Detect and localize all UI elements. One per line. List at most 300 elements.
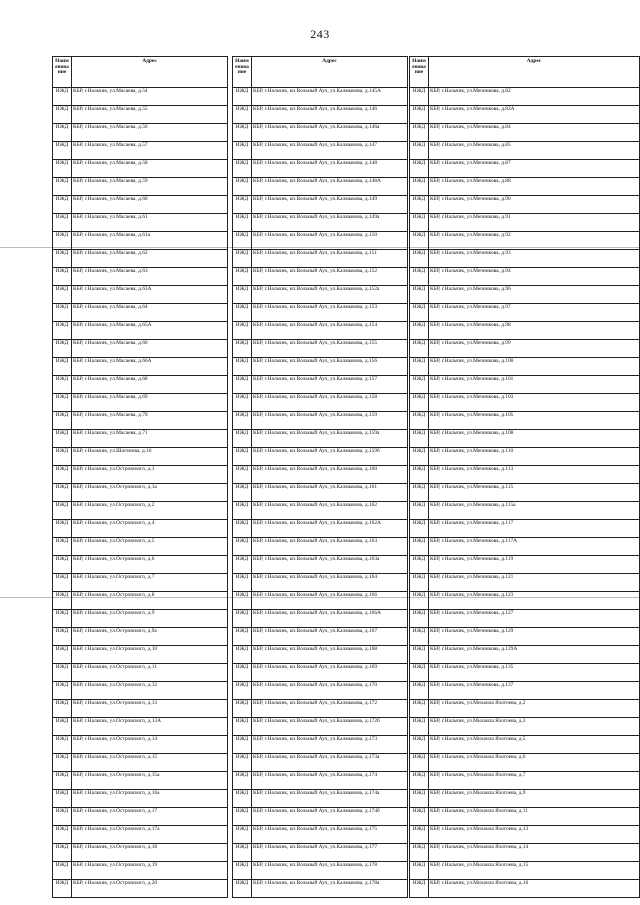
address-cell: КБР, г.Нальчик, ул.Мечникова, д.129А [429,646,640,664]
address-cell: КБР, г.Нальчик, ул.Островского, д.6 [72,556,228,574]
object-type-cell: ИЖД [233,88,252,106]
address-cell: КБР, г.Нальчик, ул.Мечникова, д.82А [429,106,640,124]
table-row [410,628,640,646]
table-row [53,160,228,178]
address-cell: КБР, г.Нальчик, кп.Вольный Аул, ул.Калмыкова, д.173 [252,736,408,754]
address-cell: КБР, г.Нальчик, ул.Мечникова, д.88 [429,178,640,196]
address-cell: КБР, г.Нальчик, кп.Вольный Аул, ул.Калмыкова, д.166А [252,610,408,628]
object-type-cell: ИЖД [410,376,429,394]
object-type-cell: ИЖД [233,520,252,538]
address-cell: КБР, г.Нальчик, ул.Островского, д.1а [72,484,228,502]
table-row [53,448,228,466]
object-type-cell: ИЖД [53,808,72,826]
table-row [233,502,408,520]
table-row [53,304,228,322]
address-cell: КБР, г.Нальчик, ул.Мечникова, д.113 [429,466,640,484]
table-row [53,412,228,430]
table-row [233,286,408,304]
table-row [53,268,228,286]
address-cell: КБР, г.Нальчик, ул.Шогенова, д.16 [72,448,228,466]
header-address: Адрес [72,57,228,88]
object-type-cell: ИЖД [233,412,252,430]
object-type-cell: ИЖД [53,754,72,772]
object-type-cell: ИЖД [410,214,429,232]
address-cell: КБР, г.Нальчик, ул.Мечникова, д.108 [429,430,640,448]
table-row [53,376,228,394]
object-type-cell: ИЖД [53,574,72,592]
object-type-cell: ИЖД [410,178,429,196]
address-cell: КБР, г.Нальчик, кп.Вольный Аул, ул.Калмыкова, д.173а [252,754,408,772]
object-type-cell: ИЖД [410,556,429,574]
table-row [53,250,228,268]
address-cell: КБР, г.Нальчик, кп.Вольный Аул, ул.Калмыкова, д.169 [252,664,408,682]
address-cell: КБР, г.Нальчик, ул.Островского, д.16а [72,790,228,808]
address-cell: КБР, г.Нальчик, ул.Мечникова, д.93 [429,250,640,268]
object-type-cell: ИЖД [233,700,252,718]
address-cell: КБР, г.Нальчик, ул.Масаева, д.54 [72,88,228,106]
table-row [410,844,640,862]
header-address: Адрес [429,57,640,88]
address-cell: КБР, г.Нальчик, ул.Островского, д.14 [72,736,228,754]
address-cell: КБР, г.Нальчик, кп.Вольный Аул, ул.Калмыкова, д.159а [252,430,408,448]
object-type-cell: ИЖД [233,736,252,754]
object-type-cell: ИЖД [410,664,429,682]
table-row [410,592,640,610]
address-cell: КБР, г.Нальчик, ул.Островского, д.2 [72,502,228,520]
table-row [410,772,640,790]
table-row [53,790,228,808]
address-cell: КБР, г.Нальчик, ул.Островского, д.19 [72,862,228,880]
table-row [53,358,228,376]
address-cell: КБР, г.Нальчик, ул.Мечникова, д.119 [429,556,640,574]
address-cell: КБР, г.Нальчик, ул.Мечникова, д.97 [429,304,640,322]
address-cell: КБР, г.Нальчик, кп.Вольный Аул, ул.Калмыкова, д.174б [252,808,408,826]
table-row [410,394,640,412]
table-row [410,430,640,448]
object-type-cell: ИЖД [53,394,72,412]
object-type-cell: ИЖД [53,646,72,664]
table-row [410,322,640,340]
object-type-cell: ИЖД [410,196,429,214]
table-row [233,826,408,844]
table-row [53,106,228,124]
object-type-cell: ИЖД [233,592,252,610]
table-row [410,646,640,664]
address-cell: КБР, г.Нальчик, ул.Островского, д.13 [72,700,228,718]
object-type-cell: ИЖД [410,538,429,556]
address-cell: КБР, г.Нальчик, ул.Островского, д.20 [72,880,228,898]
address-cell: КБР, г.Нальчик, ул.Мечникова, д.90 [429,196,640,214]
header-type: Наим енова ние [233,57,252,88]
address-cell: КБР, г.Нальчик, ул.Михаила Яхогоева, д.6 [429,754,640,772]
table-row [410,502,640,520]
table-row [233,808,408,826]
table-row [233,700,408,718]
object-type-cell: ИЖД [53,430,72,448]
address-cell: КБР, г.Нальчик, ул.Масаева, д.63А [72,286,228,304]
table-row [233,664,408,682]
address-cell: КБР, г.Нальчик, ул.Островского, д.1 [72,466,228,484]
address-cell: КБР, г.Нальчик, кп.Вольный Аул, ул.Калмыкова, д.164 [252,574,408,592]
address-cell: КБР, г.Нальчик, ул.Мечникова, д.127 [429,610,640,628]
table-row [233,538,408,556]
object-type-cell: ИЖД [53,268,72,286]
object-type-cell: ИЖД [53,682,72,700]
address-cell: КБР, г.Нальчик, ул.Михаила Яхогоева, д.2 [429,700,640,718]
table-row [410,862,640,880]
table-row [233,394,408,412]
table-row [233,520,408,538]
object-type-cell: ИЖД [233,790,252,808]
object-type-cell: ИЖД [233,160,252,178]
object-type-cell: ИЖД [410,106,429,124]
address-cell: КБР, г.Нальчик, ул.Островского, д.4 [72,520,228,538]
table-row [53,592,228,610]
address-cell: КБР, г.Нальчик, ул.Мечникова, д.103 [429,394,640,412]
address-cell: КБР, г.Нальчик, ул.Мечникова, д.82 [429,88,640,106]
object-type-cell: ИЖД [410,880,429,898]
object-type-cell: ИЖД [410,286,429,304]
object-type-cell: ИЖД [53,286,72,304]
object-type-cell: ИЖД [53,538,72,556]
table-row [410,700,640,718]
table-row [410,376,640,394]
object-type-cell: ИЖД [233,628,252,646]
address-cell: КБР, г.Нальчик, кп.Вольный Аул, ул.Калмыкова, д.162А [252,520,408,538]
object-type-cell: ИЖД [410,736,429,754]
address-table-2 [232,56,408,898]
address-cell: КБР, г.Нальчик, кп.Вольный Аул, ул.Калмыкова, д.163 [252,538,408,556]
address-cell: КБР, г.Нальчик, кп.Вольный Аул, ул.Калмыкова, д.172б [252,718,408,736]
header-type: Наим енова ние [53,57,72,88]
address-cell: КБР, г.Нальчик, ул.Островского, д.15а [72,772,228,790]
address-cell: КБР, г.Нальчик, ул.Островского, д.12 [72,682,228,700]
object-type-cell: ИЖД [410,520,429,538]
address-table-3 [409,56,640,898]
object-type-cell: ИЖД [410,790,429,808]
object-type-cell: ИЖД [233,358,252,376]
table-row [233,196,408,214]
address-cell: КБР, г.Нальчик, кп.Вольный Аул, ул.Калмыкова, д.178а [252,880,408,898]
table-row [410,574,640,592]
address-cell: КБР, г.Нальчик, ул.Масаева, д.61 [72,214,228,232]
address-cell: КБР, г.Нальчик, ул.Островского, д.11 [72,664,228,682]
table-row [53,466,228,484]
object-type-cell: ИЖД [410,610,429,628]
object-type-cell: ИЖД [233,304,252,322]
address-cell: КБР, г.Нальчик, ул.Масаева, д.59 [72,178,228,196]
object-type-cell: ИЖД [233,376,252,394]
object-type-cell: ИЖД [53,466,72,484]
table-row [53,610,228,628]
object-type-cell: ИЖД [410,232,429,250]
table-row [53,844,228,862]
object-type-cell: ИЖД [410,250,429,268]
object-type-cell: ИЖД [233,322,252,340]
page-number: 243 [310,27,330,41]
address-cell: КБР, г.Нальчик, кп.Вольный Аул, ул.Калмыкова, д.158 [252,394,408,412]
object-type-cell: ИЖД [53,826,72,844]
table-row [410,610,640,628]
object-type-cell: ИЖД [53,106,72,124]
address-cell: КБР, г.Нальчик, ул.Михаила Яхогоева, д.7 [429,772,640,790]
object-type-cell: ИЖД [53,214,72,232]
object-type-cell: ИЖД [53,232,72,250]
table-row [233,214,408,232]
address-cell: КБР, г.Нальчик, ул.Мечникова, д.110 [429,448,640,466]
address-cell: КБР, г.Нальчик, ул.Масаева, д.57 [72,142,228,160]
address-cell: КБР, г.Нальчик, ул.Мечникова, д.94 [429,268,640,286]
address-cell: КБР, г.Нальчик, кп.Вольный Аул, ул.Калмыкова, д.149 [252,196,408,214]
table-row [410,484,640,502]
address-cell: КБР, г.Нальчик, ул.Масаева, д.70 [72,412,228,430]
object-type-cell: ИЖД [233,466,252,484]
table-row [410,790,640,808]
table-row [53,718,228,736]
table-row [233,484,408,502]
address-cell: КБР, г.Нальчик, кп.Вольный Аул, ул.Калмыкова, д.145А [252,88,408,106]
table-row [53,826,228,844]
address-cell: КБР, г.Нальчик, кп.Вольный Аул, ул.Калмыкова, д.154 [252,322,408,340]
address-cell: КБР, г.Нальчик, ул.Масаева, д.71 [72,430,228,448]
table-row [53,88,228,106]
address-cell: КБР, г.Нальчик, кп.Вольный Аул, ул.Калмыкова, д.148А [252,178,408,196]
object-type-cell: ИЖД [53,880,72,898]
table-row [233,160,408,178]
address-cell: КБР, г.Нальчик, ул.Мечникова, д.123 [429,592,640,610]
object-type-cell: ИЖД [53,250,72,268]
object-type-cell: ИЖД [410,718,429,736]
table-row [410,250,640,268]
address-cell: КБР, г.Нальчик, кп.Вольный Аул, ул.Калмыкова, д.157 [252,376,408,394]
object-type-cell: ИЖД [410,646,429,664]
object-type-cell: ИЖД [410,592,429,610]
table-row [233,304,408,322]
table-row [233,718,408,736]
address-cell: КБР, г.Нальчик, кп.Вольный Аул, ул.Калмыкова, д.155 [252,340,408,358]
object-type-cell: ИЖД [410,394,429,412]
address-table-1 [52,56,228,898]
table-row [233,88,408,106]
address-cell: КБР, г.Нальчик, ул.Масаева, д.65А [72,322,228,340]
table-row [53,214,228,232]
table-row [53,322,228,340]
address-cell: КБР, г.Нальчик, ул.Островского, д.8 [72,592,228,610]
table-row [53,754,228,772]
table-row [410,124,640,142]
table-row [53,196,228,214]
table-row [233,772,408,790]
object-type-cell: ИЖД [53,844,72,862]
object-type-cell: ИЖД [233,430,252,448]
address-cell: КБР, г.Нальчик, ул.Островского, д.9а [72,628,228,646]
object-type-cell: ИЖД [410,682,429,700]
table-row [410,538,640,556]
object-type-cell: ИЖД [410,358,429,376]
address-cell: КБР, г.Нальчик, ул.Островского, д.5 [72,538,228,556]
object-type-cell: ИЖД [233,232,252,250]
table-row [410,286,640,304]
table-row [53,880,228,898]
table-row [53,682,228,700]
address-cell: КБР, г.Нальчик, ул.Михаила Яхогоева, д.14 [429,844,640,862]
table-row [233,430,408,448]
address-cell: КБР, г.Нальчик, кп.Вольный Аул, ул.Калмыкова, д.152 [252,268,408,286]
table-row [410,358,640,376]
address-cell: КБР, г.Нальчик, кп.Вольный Аул, ул.Калмыкова, д.168 [252,646,408,664]
address-cell: КБР, г.Нальчик, кп.Вольный Аул, ул.Калмыкова, д.150 [252,232,408,250]
object-type-cell: ИЖД [233,664,252,682]
address-cell: КБР, г.Нальчик, кп.Вольный Аул, ул.Калмыкова, д.172 [252,700,408,718]
table-row [410,88,640,106]
table-row [410,808,640,826]
table-row [53,736,228,754]
table-row [233,340,408,358]
object-type-cell: ИЖД [53,772,72,790]
address-cell: КБР, г.Нальчик, ул.Островского, д.17а [72,826,228,844]
table-row [410,142,640,160]
table-row [233,124,408,142]
object-type-cell: ИЖД [410,448,429,466]
object-type-cell: ИЖД [233,556,252,574]
address-cell: КБР, г.Нальчик, кп.Вольный Аул, ул.Калмыкова, д.159 [252,412,408,430]
object-type-cell: ИЖД [233,772,252,790]
table-row [233,682,408,700]
address-cell: КБР, г.Нальчик, кп.Вольный Аул, ул.Калмыкова, д.156 [252,358,408,376]
table-row [233,178,408,196]
object-type-cell: ИЖД [233,214,252,232]
address-cell: КБР, г.Нальчик, ул.Мечникова, д.135 [429,664,640,682]
table-row [410,718,640,736]
object-type-cell: ИЖД [410,574,429,592]
object-type-cell: ИЖД [410,412,429,430]
table-row [233,610,408,628]
table-row [233,844,408,862]
address-cell: КБР, г.Нальчик, ул.Михаила Яхогоева, д.16 [429,880,640,898]
table-row [410,754,640,772]
address-cell: КБР, г.Нальчик, кп.Вольный Аул, ул.Калмыкова, д.167 [252,628,408,646]
object-type-cell: ИЖД [233,394,252,412]
address-cell: КБР, г.Нальчик, ул.Мечникова, д.115 [429,484,640,502]
object-type-cell: ИЖД [233,268,252,286]
table-row [233,358,408,376]
object-type-cell: ИЖД [410,862,429,880]
table-row [233,250,408,268]
object-type-cell: ИЖД [410,502,429,520]
address-cell: КБР, г.Нальчик, ул.Масаева, д.68 [72,376,228,394]
address-cell: КБР, г.Нальчик, ул.Островского, д.18 [72,844,228,862]
table-row [410,268,640,286]
address-cell: КБР, г.Нальчик, кп.Вольный Аул, ул.Калмыкова, д.163а [252,556,408,574]
object-type-cell: ИЖД [410,124,429,142]
address-cell: КБР, г.Нальчик, кп.Вольный Аул, ул.Калмыкова, д.174 [252,772,408,790]
table-row [53,520,228,538]
table-row [410,556,640,574]
table-row [410,412,640,430]
object-type-cell: ИЖД [53,718,72,736]
table-row [410,214,640,232]
object-type-cell: ИЖД [53,592,72,610]
table-row [53,700,228,718]
object-type-cell: ИЖД [53,448,72,466]
table-row [233,574,408,592]
table-row [53,808,228,826]
address-cell: КБР, г.Нальчик, ул.Масаева, д.64 [72,304,228,322]
object-type-cell: ИЖД [233,754,252,772]
object-type-cell: ИЖД [410,304,429,322]
address-cell: КБР, г.Нальчик, ул.Масаева, д.69 [72,394,228,412]
table-row [410,466,640,484]
object-type-cell: ИЖД [53,520,72,538]
object-type-cell: ИЖД [53,142,72,160]
table-row [53,286,228,304]
table-row [410,520,640,538]
object-type-cell: ИЖД [233,448,252,466]
object-type-cell: ИЖД [233,178,252,196]
address-cell: КБР, г.Нальчик, ул.Масаева, д.60 [72,196,228,214]
object-type-cell: ИЖД [53,178,72,196]
object-type-cell: ИЖД [53,700,72,718]
table-row [233,790,408,808]
table-row [410,178,640,196]
table-row [410,160,640,178]
table-row [53,430,228,448]
object-type-cell: ИЖД [53,412,72,430]
address-cell: КБР, г.Нальчик, ул.Мечникова, д.85 [429,142,640,160]
table-row [410,340,640,358]
address-cell: КБР, г.Нальчик, ул.Мечникова, д.105 [429,412,640,430]
address-cell: КБР, г.Нальчик, кп.Вольный Аул, ул.Калмыкова, д.152а [252,286,408,304]
header-type: Наим енова ние [410,57,429,88]
object-type-cell: ИЖД [233,106,252,124]
object-type-cell: ИЖД [233,574,252,592]
address-cell: КБР, г.Нальчик, ул.Мечникова, д.129 [429,628,640,646]
address-cell: КБР, г.Нальчик, ул.Мечникова, д.99 [429,340,640,358]
address-register [0,56,640,886]
address-cell: КБР, г.Нальчик, ул.Масаева, д.55 [72,106,228,124]
object-type-cell: ИЖД [233,250,252,268]
object-type-cell: ИЖД [410,628,429,646]
address-cell: КБР, г.Нальчик, ул.Мечникова, д.117 [429,520,640,538]
address-cell: КБР, г.Нальчик, ул.Островского, д.15 [72,754,228,772]
address-cell: КБР, г.Нальчик, кп.Вольный Аул, ул.Калмыкова, д.175 [252,826,408,844]
address-cell: КБР, г.Нальчик, ул.Мечникова, д.100 [429,358,640,376]
object-type-cell: ИЖД [233,142,252,160]
table-row [53,628,228,646]
table-row [233,754,408,772]
object-type-cell: ИЖД [233,808,252,826]
table-row [53,394,228,412]
object-type-cell: ИЖД [233,682,252,700]
table-row [233,376,408,394]
object-type-cell: ИЖД [233,286,252,304]
address-cell: КБР, г.Нальчик, ул.Масаева, д.56 [72,124,228,142]
object-type-cell: ИЖД [233,826,252,844]
object-type-cell: ИЖД [410,466,429,484]
address-cell: КБР, г.Нальчик, кп.Вольный Аул, ул.Калмыкова, д.174а [252,790,408,808]
object-type-cell: ИЖД [53,88,72,106]
object-type-cell: ИЖД [410,484,429,502]
object-type-cell: ИЖД [233,646,252,664]
address-cell: КБР, г.Нальчик, ул.Мечникова, д.115а [429,502,640,520]
table-row [233,592,408,610]
table-row [53,538,228,556]
object-type-cell: ИЖД [233,862,252,880]
address-cell: КБР, г.Нальчик, ул.Масаева, д.62 [72,250,228,268]
table-row [53,646,228,664]
address-cell: КБР, г.Нальчик, кп.Вольный Аул, ул.Калмыкова, д.166 [252,592,408,610]
object-type-cell: ИЖД [233,880,252,898]
